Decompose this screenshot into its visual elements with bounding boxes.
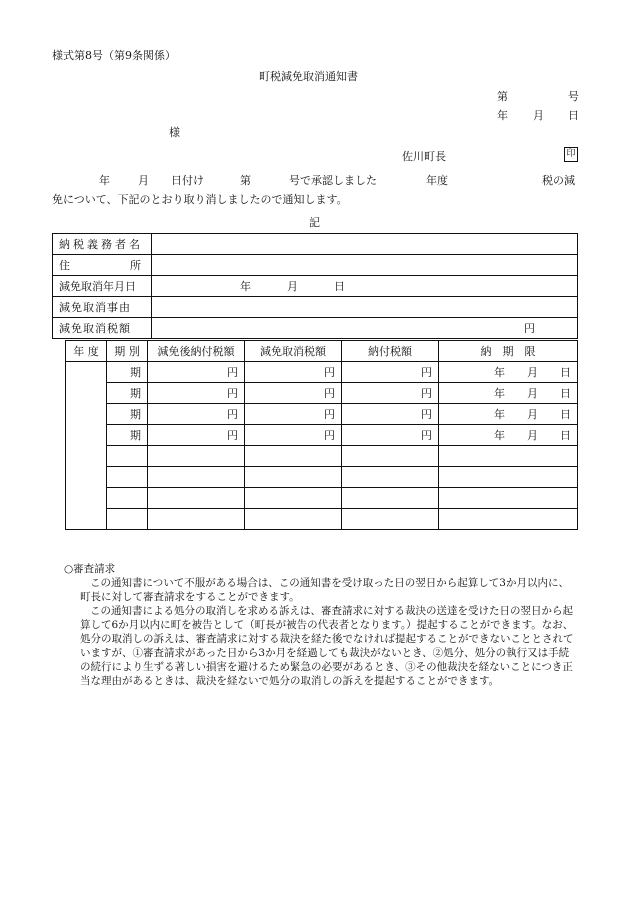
line1-year: 年 [99,174,110,187]
cancel-date-value: 年 月 日 [152,276,578,297]
form-number: 様式第8号（第9条関係） [52,49,176,62]
reason-value [152,297,578,318]
taxpayer-label: 納税義務者名 [53,234,152,255]
line2-text: 免について、下記のとおり取り消しましたので通知します。 [52,193,348,206]
ki-heading: 記 [309,216,320,229]
header-pay-tax: 納付税額 [342,341,439,362]
addressee-sama: 様 [169,126,180,139]
table-row [66,362,578,383]
cancel-date-row [53,276,578,297]
deadline-cell: 年 月 日 [439,383,578,404]
line1-dated: 日付け [171,174,204,187]
address-label: 住 所 [53,255,152,276]
amount-value: 円 [152,318,578,339]
cancel-tax-cell: 円 [245,362,342,383]
seal-mark: 印 [564,147,578,162]
table-row [66,488,578,509]
line1-tax: 税の減 [542,174,575,187]
line1-approved: 号で承認しました [289,174,377,187]
taxpayer-value [152,234,578,255]
pay-tax-cell: 円 [342,425,439,446]
document-title: 町税減免取消通知書 [259,70,358,83]
pay-tax-cell: 円 [342,383,439,404]
table-row [66,467,578,488]
pay-tax-cell: 円 [342,404,439,425]
fiscal-year-cell [66,362,107,530]
after-tax-cell: 円 [148,362,245,383]
reason-label: 減免取消事由 [53,297,152,318]
info-table [52,233,578,339]
number-go: 号 [568,90,579,103]
line1-fiscal: 年度 [426,174,448,187]
date-year: 年 [497,109,508,122]
table-row [66,509,578,530]
notice-heading: ○審査請求 [64,563,116,575]
date-day: 日 [568,109,579,122]
table-row [66,383,578,404]
cancel-tax-cell: 円 [245,404,342,425]
cancel-tax-cell: 円 [245,425,342,446]
number-dai: 第 [497,90,508,103]
header-fiscal-year: 年 度 [66,341,107,362]
period-cell: 期 [107,425,148,446]
taxpayer-row [53,234,578,255]
deadline-cell: 年 月 日 [439,362,578,383]
header-deadline: 納 期 限 [439,341,578,362]
amount-label: 減免取消税額 [53,318,152,339]
reason-row [53,297,578,318]
detail-header-row [66,341,578,362]
table-row [66,425,578,446]
pay-tax-cell: 円 [342,362,439,383]
deadline-cell: 年 月 日 [439,404,578,425]
table-row [66,446,578,467]
table-row [66,404,578,425]
cancel-date-label: 減免取消年月日 [53,276,152,297]
header-period: 期 別 [107,341,148,362]
period-cell: 期 [107,404,148,425]
period-cell: 期 [107,383,148,404]
issuer-name: 佐川町長 [402,150,446,163]
notice-para2: この通知書による処分の取消しを求める訴えは、審査請求に対する裁決の送達を受けた日の翌日から起算して6か月以内に町を被告として（町長が被告の代表者となります。）提起することができます。なお、処分の取消しの訴えは、審査請求に対する裁決を経た後でなければ提起することができないこととされていますが、①審査請求があった日から3か月を経過しても裁決がないとき、②処分、処分の執行又は手続の続行により生ずる著しい損害を避けるため緊急の必要があるとき、③その他裁決を経ないことにつき正当な理由があるときは、裁決を経ないで処分の取消しの訴えを提起することができます。 [80,605,574,687]
amount-row [53,318,578,339]
deadline-cell: 年 月 日 [439,425,578,446]
cancel-tax-cell: 円 [245,383,342,404]
address-value [152,255,578,276]
date-month: 月 [533,109,544,122]
after-tax-cell: 円 [148,425,245,446]
detail-table [65,340,578,530]
header-cancel-tax: 減免取消税額 [245,341,342,362]
after-tax-cell: 円 [148,383,245,404]
period-cell: 期 [107,362,148,383]
line1-dai: 第 [240,174,251,187]
after-tax-cell: 円 [148,404,245,425]
header-after-tax: 減免後納付税額 [148,341,245,362]
notice-para1: この通知書について不服がある場合は、この通知書を受け取った日の翌日から起算して3か月以内に、町長に対して審査請求をすることができます。 [80,577,569,603]
line1-month: 月 [138,174,149,187]
address-row [53,255,578,276]
